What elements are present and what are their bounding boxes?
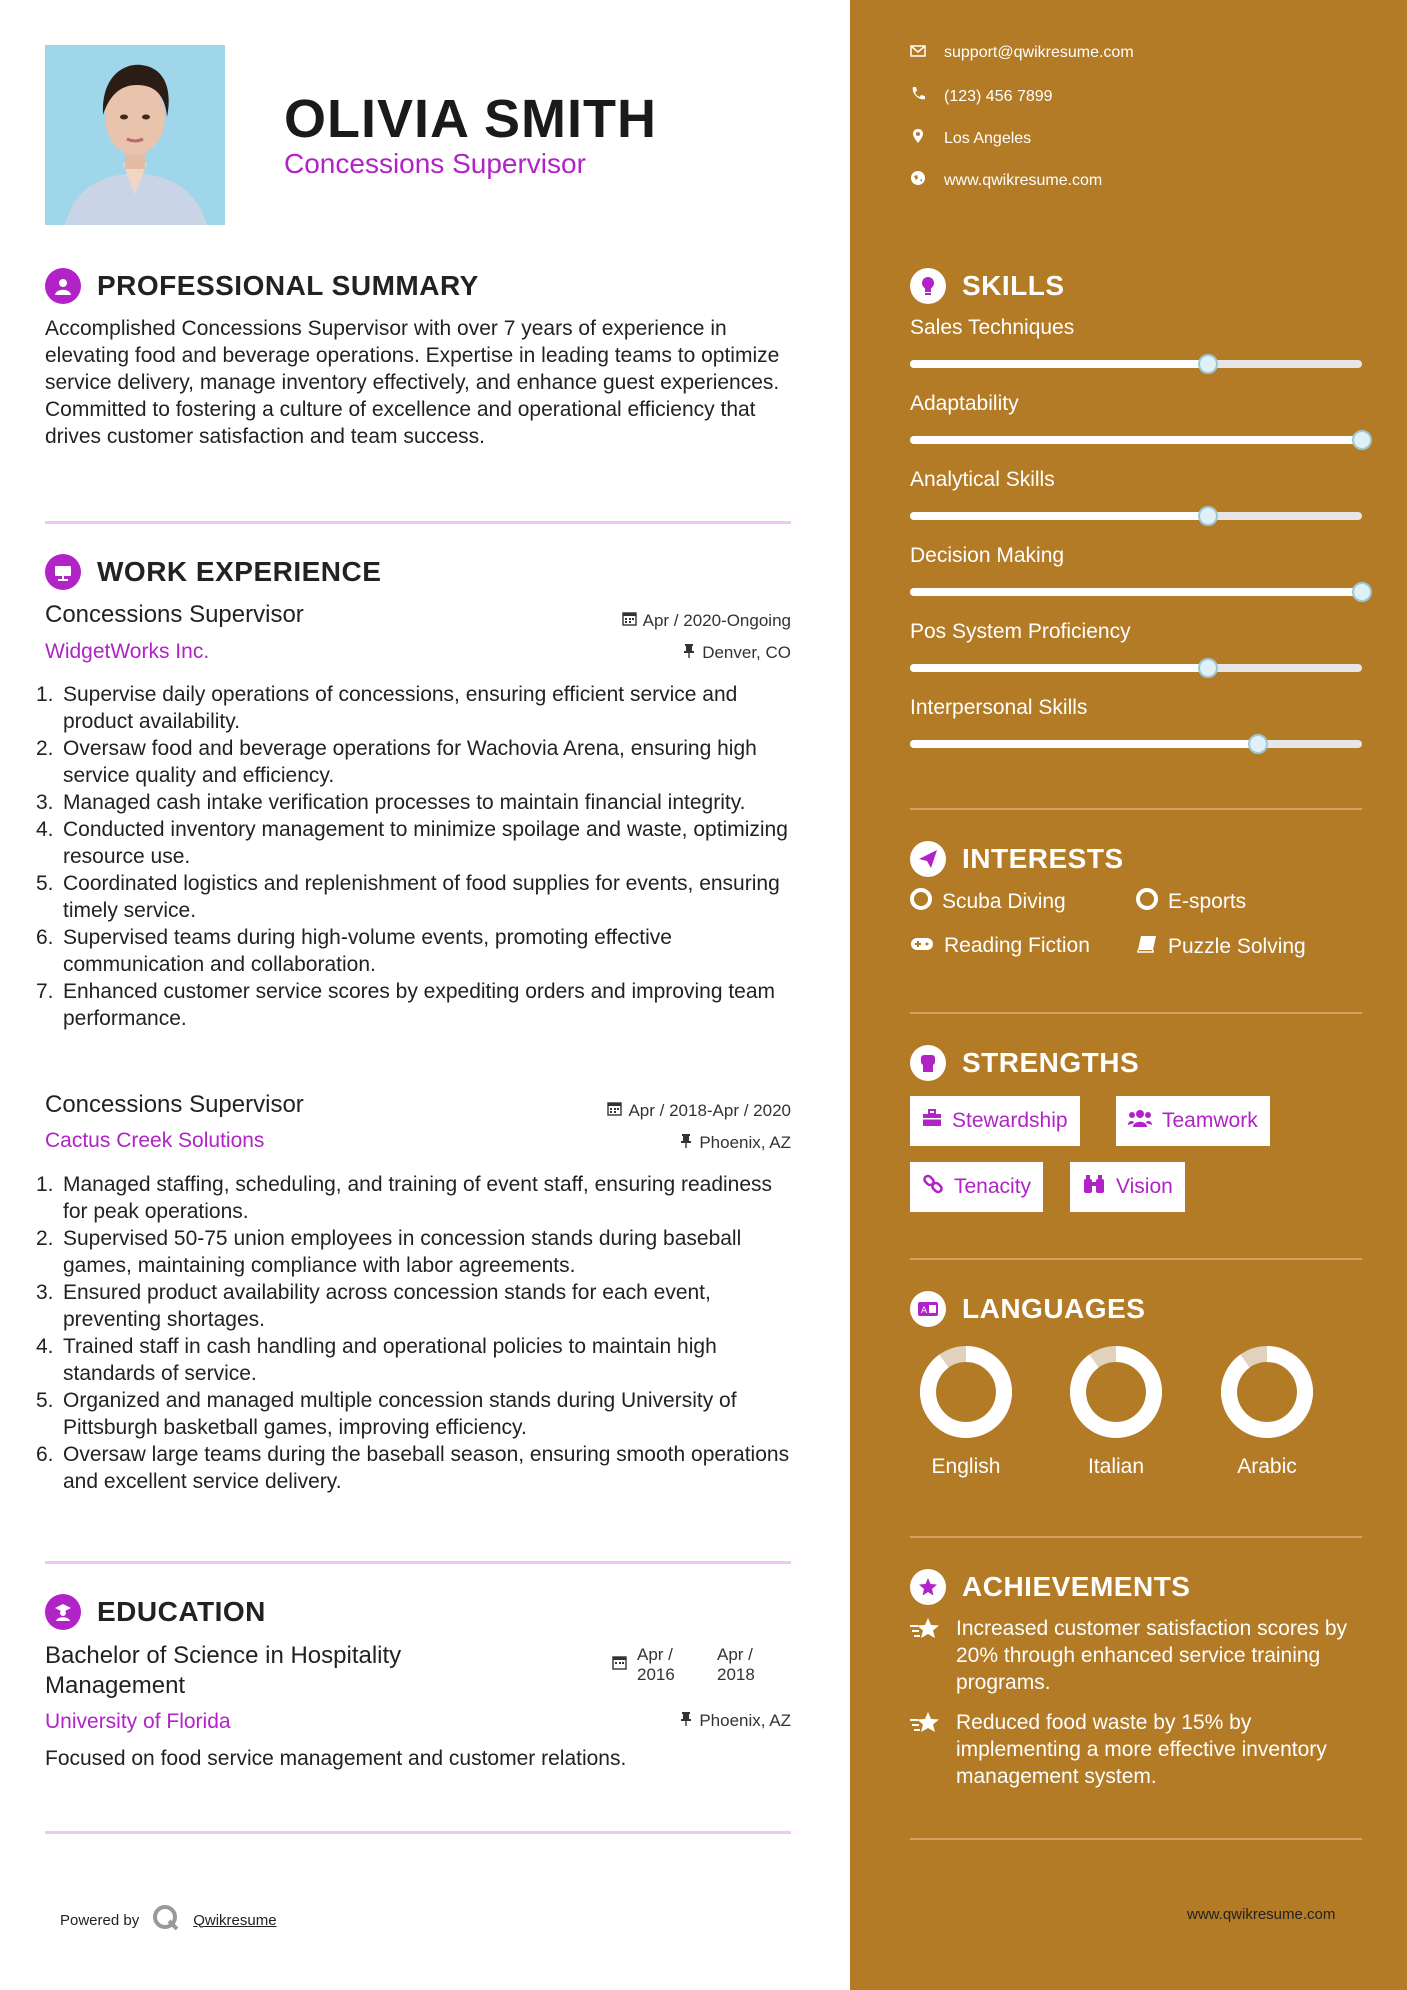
section-divider bbox=[910, 1536, 1362, 1538]
skill-bar bbox=[910, 436, 1362, 444]
skill-name: Analytical Skills bbox=[910, 468, 1055, 491]
powered-by bbox=[60, 1903, 277, 1937]
date-part: 2016 bbox=[637, 1665, 675, 1684]
list-item: 4. Conducted inventory management to minimize spoilage and waste, optimizing resource use. bbox=[36, 818, 788, 868]
section-divider bbox=[910, 1838, 1362, 1840]
qwikresume-logo-icon bbox=[151, 1903, 181, 1937]
language-name: Arabic bbox=[1237, 1455, 1297, 1478]
language-name: English bbox=[931, 1455, 1001, 1478]
section-divider bbox=[45, 1561, 791, 1564]
skills-title: SKILLS bbox=[962, 270, 1065, 301]
section-divider bbox=[910, 808, 1362, 810]
pin-icon bbox=[679, 1711, 693, 1731]
interest-item bbox=[910, 934, 1090, 958]
list-item: 3. Ensured product availability across concession stands for each event, preventing shortages. bbox=[36, 1281, 711, 1331]
summary-text: Accomplished Concessions Supervisor with over 7 years of experience in elevating food and beverage operations. Expertise in leading teams to optimize service delivery, manage inventory effectively, and enhance guest experiences. Committed to fostering a culture of excellence and operational efficiency that drives customer satisfaction and team success. bbox=[45, 317, 780, 448]
calendar-icon bbox=[607, 1101, 622, 1121]
section-divider bbox=[45, 521, 791, 524]
experience-heading bbox=[45, 554, 381, 590]
job-bullets bbox=[36, 1171, 796, 1495]
list-item: 5. Coordinated logistics and replenishment of food supplies for events, ensuring timely service. bbox=[36, 872, 780, 922]
strength-label: Teamwork bbox=[1162, 1109, 1258, 1132]
education-dates bbox=[612, 1645, 755, 1685]
skill-level-knob bbox=[1352, 430, 1372, 450]
achievements-title: ACHIEVEMENTS bbox=[962, 1571, 1191, 1602]
svg-text:A: A bbox=[921, 1306, 928, 1316]
skill-name: Adaptability bbox=[910, 392, 1019, 415]
education-title: EDUCATION bbox=[97, 1596, 266, 1627]
list-item: 1. Supervise daily operations of concessions, ensuring efficient service and product availability. bbox=[36, 683, 738, 733]
job-location bbox=[682, 643, 791, 663]
users-icon bbox=[1128, 1109, 1152, 1133]
person-icon bbox=[45, 268, 81, 304]
skill-name: Interpersonal Skills bbox=[910, 696, 1088, 719]
language-ring-fill bbox=[1078, 1354, 1154, 1430]
section-divider bbox=[910, 1258, 1362, 1260]
skill-name: Sales Techniques bbox=[910, 316, 1075, 339]
date-part: Apr / bbox=[717, 1645, 753, 1664]
list-item: 5. Organized and managed multiple concession stands during University of Pittsburgh basketball games, improving efficiency. bbox=[36, 1389, 737, 1439]
interest-item bbox=[1136, 934, 1306, 960]
date-part: Apr / bbox=[637, 1645, 673, 1664]
school-name: University of Florida bbox=[45, 1710, 231, 1733]
languages-title: LANGUAGES bbox=[962, 1293, 1146, 1324]
profile-photo bbox=[45, 45, 225, 225]
fist-icon bbox=[910, 1045, 946, 1081]
list-item: 6. Oversaw large teams during the baseball season, ensuring smooth operations and excellent service delivery. bbox=[36, 1443, 790, 1493]
job-bullets bbox=[36, 681, 796, 1032]
skill-bar-fill bbox=[910, 360, 1208, 368]
language-item bbox=[1066, 1342, 1166, 1479]
calendar-icon bbox=[622, 611, 637, 631]
globe-icon bbox=[910, 170, 926, 191]
interests-heading bbox=[910, 841, 1124, 877]
contact-email bbox=[910, 44, 1134, 62]
link-icon bbox=[922, 1173, 944, 1201]
strength-label: Tenacity bbox=[954, 1175, 1032, 1198]
skill-level-knob bbox=[1352, 582, 1372, 602]
skill-bar bbox=[910, 740, 1362, 748]
pin-icon bbox=[679, 1133, 693, 1153]
paper-plane-icon bbox=[910, 841, 946, 877]
job-dates bbox=[622, 611, 791, 631]
interest-label: E-sports bbox=[1168, 890, 1247, 913]
experience-title: WORK EXPERIENCE bbox=[97, 556, 382, 587]
achievement-item bbox=[910, 1709, 1370, 1790]
strength-label: Vision bbox=[1116, 1175, 1173, 1198]
job-location-text: Denver, CO bbox=[702, 643, 791, 662]
job-location bbox=[679, 1133, 791, 1153]
briefcase-icon bbox=[922, 1109, 942, 1133]
company-name: WidgetWorks Inc. bbox=[45, 640, 210, 663]
skill-bar-fill bbox=[910, 588, 1362, 596]
job-dates bbox=[607, 1101, 791, 1121]
candidate-name: OLIVIA SMITH bbox=[284, 89, 657, 149]
contact-location bbox=[910, 128, 1031, 149]
interest-item bbox=[910, 888, 1066, 916]
language-ring bbox=[1066, 1342, 1166, 1442]
achievement-item bbox=[910, 1615, 1370, 1696]
language-ring-fill bbox=[928, 1354, 1004, 1430]
company-name: Cactus Creek Solutions bbox=[45, 1129, 265, 1152]
briefcase-icon bbox=[45, 554, 81, 590]
list-item: 2. Supervised 50-75 union employees in concession stands during baseball games, maintaining compliance with labor agreements. bbox=[36, 1227, 742, 1277]
job-dates-text: Apr / 2018-Apr / 2020 bbox=[628, 1101, 791, 1120]
interest-item bbox=[1136, 888, 1246, 916]
job-title: Concessions Supervisor bbox=[45, 1091, 304, 1118]
job-location-text: Phoenix, AZ bbox=[699, 1133, 791, 1152]
qwikresume-link[interactable]: Qwikresume bbox=[193, 1911, 277, 1929]
book-icon bbox=[1136, 934, 1158, 960]
skill-bar bbox=[910, 664, 1362, 672]
skill-level-knob bbox=[1248, 734, 1268, 754]
degree-line: Management bbox=[45, 1672, 186, 1699]
list-item: 1. Managed staffing, scheduling, and training of event staff, ensuring readiness for peak operations. bbox=[36, 1173, 773, 1223]
strength-tag bbox=[1070, 1162, 1185, 1212]
skills-heading bbox=[910, 268, 1065, 304]
language-name: Italian bbox=[1087, 1455, 1145, 1478]
job-title: Concessions Supervisor bbox=[45, 601, 304, 628]
achievement-text: Reduced food waste by 15% by implementing a more effective inventory management system. bbox=[956, 1711, 1327, 1788]
list-item: 4. Trained staff in cash handling and operational policies to maintain high standards of service. bbox=[36, 1335, 717, 1385]
candidate-title: Concessions Supervisor bbox=[284, 148, 586, 179]
education-location bbox=[679, 1711, 791, 1731]
achievement-text: Increased customer satisfaction scores by 20% through enhanced service training programs. bbox=[956, 1617, 1348, 1694]
achievements-heading bbox=[910, 1569, 1190, 1605]
job-dates-text: Apr / 2020-Ongoing bbox=[642, 611, 791, 630]
list-item: 3. Managed cash intake verification processes to maintain financial integrity. bbox=[36, 791, 746, 814]
interests-title: INTERESTS bbox=[962, 843, 1124, 874]
footer-website[interactable]: www.qwikresume.com bbox=[1187, 1906, 1336, 1923]
pin-icon bbox=[682, 643, 696, 663]
skill-bar-fill bbox=[910, 664, 1208, 672]
language-item bbox=[1217, 1342, 1317, 1479]
contact-website bbox=[910, 170, 1102, 191]
language-ring-fill bbox=[1229, 1354, 1305, 1430]
degree-line: Bachelor of Science in Hospitality bbox=[45, 1642, 402, 1669]
phone-text: (123) 456 7899 bbox=[944, 87, 1053, 105]
email-text[interactable]: support@qwikresume.com bbox=[944, 44, 1134, 61]
education-location-text: Phoenix, AZ bbox=[699, 1711, 791, 1730]
skill-bar-fill bbox=[910, 740, 1258, 748]
strength-tag bbox=[1116, 1096, 1270, 1146]
skill-bar bbox=[910, 512, 1362, 520]
language-item bbox=[916, 1342, 1016, 1479]
date-part: 2018 bbox=[717, 1665, 755, 1684]
education-heading bbox=[45, 1594, 266, 1630]
skill-bar bbox=[910, 360, 1362, 368]
skill-name: Pos System Proficiency bbox=[910, 620, 1131, 643]
star-icon bbox=[910, 1615, 956, 1696]
language-ring bbox=[916, 1342, 1016, 1442]
list-item: 2. Oversaw food and beverage operations for Wachovia Arena, ensuring high service quality and efficiency. bbox=[36, 737, 757, 787]
strengths-title: STRENGTHS bbox=[962, 1047, 1140, 1078]
skill-bar-fill bbox=[910, 436, 1362, 444]
map-pin-icon bbox=[910, 128, 926, 149]
interest-label: Reading Fiction bbox=[944, 934, 1090, 957]
strength-label: Stewardship bbox=[952, 1109, 1068, 1132]
languages-heading bbox=[910, 1291, 1145, 1327]
list-item: 7. Enhanced customer service scores by expediting orders and improving team performance. bbox=[36, 980, 776, 1030]
contact-phone bbox=[910, 86, 1053, 107]
interest-label: Puzzle Solving bbox=[1168, 935, 1306, 958]
section-divider bbox=[45, 1831, 791, 1834]
skill-bar bbox=[910, 588, 1362, 596]
graduate-icon bbox=[45, 1594, 81, 1630]
interest-label: Scuba Diving bbox=[942, 890, 1066, 913]
gamepad-icon bbox=[910, 934, 934, 958]
skill-name: Decision Making bbox=[910, 544, 1065, 567]
binoculars-icon bbox=[1082, 1174, 1106, 1200]
lightbulb-icon bbox=[910, 268, 946, 304]
lifebuoy-icon bbox=[910, 888, 932, 916]
lifebuoy-icon bbox=[1136, 888, 1158, 916]
location-text: Los Angeles bbox=[944, 129, 1032, 147]
strength-tag bbox=[910, 1162, 1043, 1212]
degree bbox=[45, 1641, 401, 1701]
summary-heading bbox=[45, 268, 479, 304]
strength-tag bbox=[910, 1096, 1080, 1146]
powered-by-label: Powered by bbox=[60, 1911, 140, 1929]
translate-icon bbox=[910, 1291, 946, 1327]
skill-bar-fill bbox=[910, 512, 1208, 520]
award-icon bbox=[910, 1569, 946, 1605]
list-item: 6. Supervised teams during high-volume events, promoting effective communication and collaboration. bbox=[36, 926, 672, 976]
strengths-heading bbox=[910, 1045, 1139, 1081]
education-description: Focused on food service management and customer relations. bbox=[45, 1747, 627, 1770]
envelope-icon bbox=[910, 44, 926, 62]
section-divider bbox=[910, 1012, 1362, 1014]
star-icon bbox=[910, 1709, 956, 1790]
phone-icon bbox=[910, 86, 926, 107]
website-text[interactable]: www.qwikresume.com bbox=[944, 171, 1103, 189]
summary-title: PROFESSIONAL SUMMARY bbox=[97, 270, 479, 301]
calendar-icon bbox=[612, 1645, 627, 1685]
language-ring bbox=[1217, 1342, 1317, 1442]
